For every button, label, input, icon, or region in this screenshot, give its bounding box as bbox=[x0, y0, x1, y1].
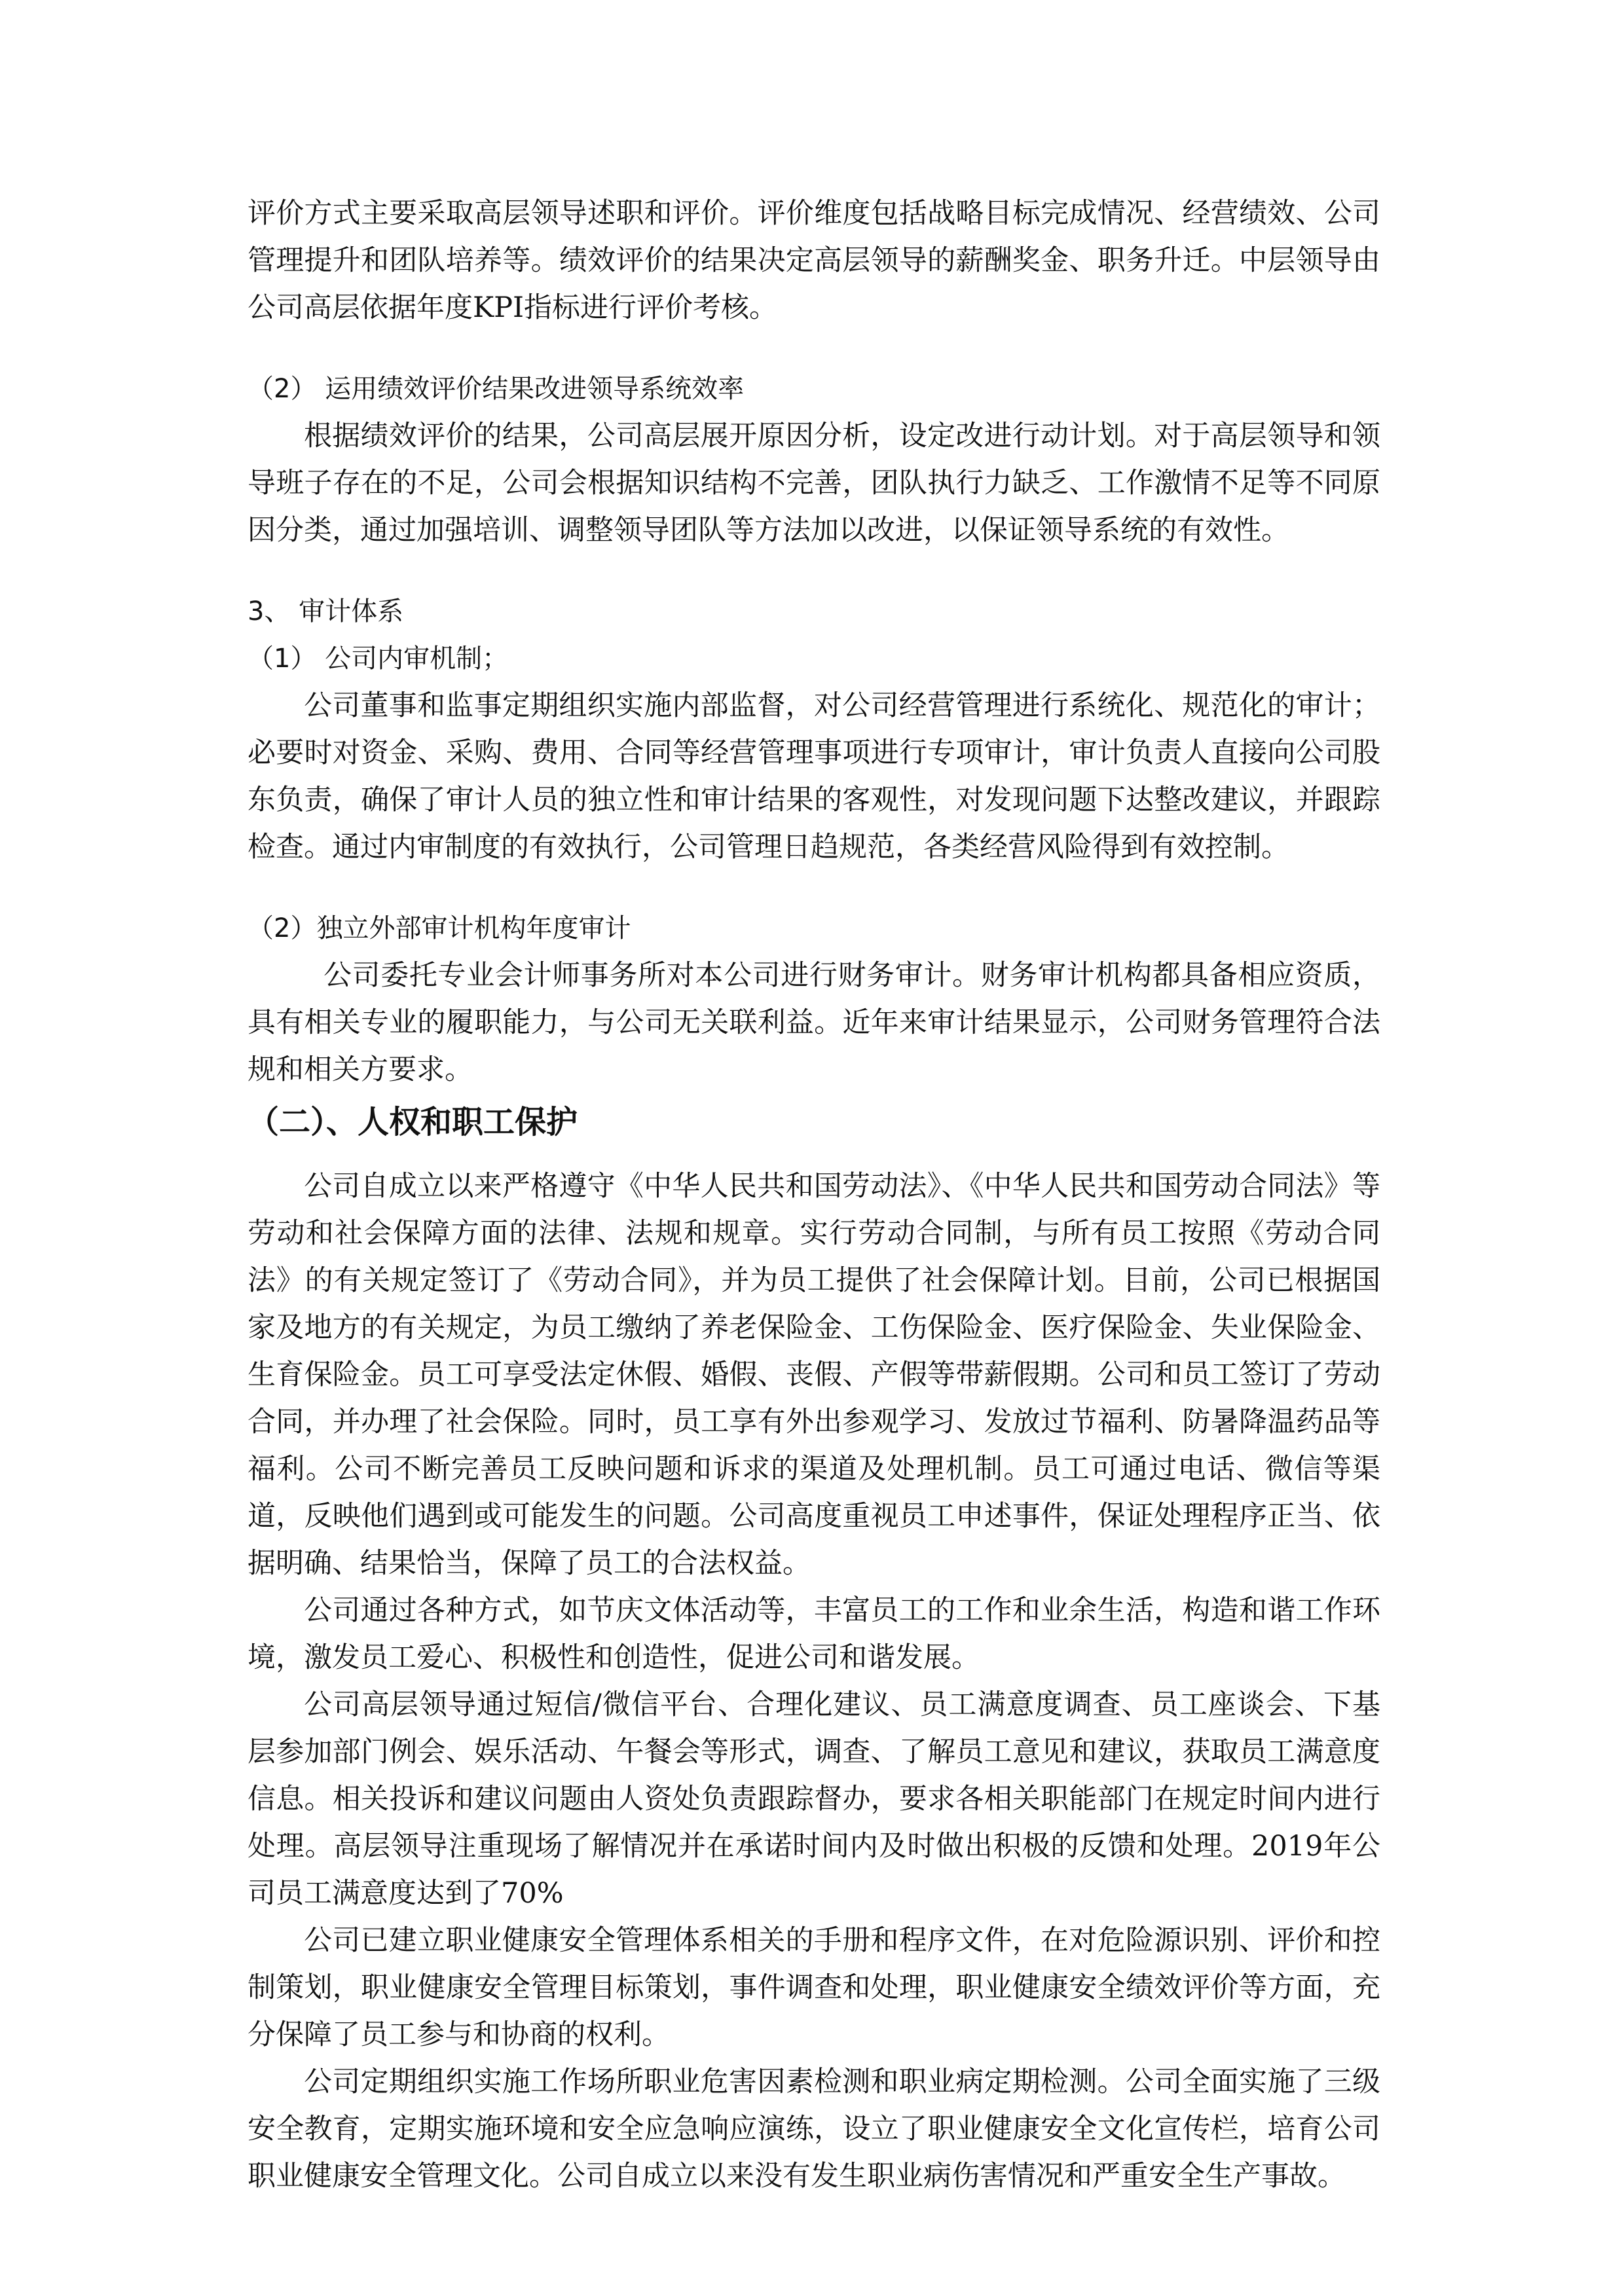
document-page bbox=[248, 190, 1380, 2200]
subheading-internal-audit: （1） 公司内审机制； bbox=[248, 644, 509, 674]
subheading-performance-improvement: （2） 运用绩效评价结果改进领导系统效率 bbox=[248, 374, 745, 404]
section-heading-human-rights: （二）、人权和职工保护 bbox=[248, 1104, 578, 1140]
paragraph-performance-improvement: 根据绩效评价的结果，公司高层展开原因分析，设定改进行动计划。对于高层领导和领导班子存在的不足，公司会根据知识结构不完善，团队执行力缺乏、工作激情不足等不同原因分类，通过加强培训、调整领导团队等方法加以改进，以保证领导系统的有效性。 bbox=[248, 420, 1380, 547]
subheading-audit-system: 3、 审计体系 bbox=[248, 596, 404, 627]
paragraph-employee-satisfaction: 公司高层领导通过短信/微信平台、合理化建议、员工满意度调查、员工座谈会、下基层参加部门例会、娱乐活动、午餐会等形式，调查、了解员工意见和建议，获取员工满意度信息。相关投诉和建议问题由人资处负责跟踪督办，要求各相关职能部门在规定时间内进行处理。高层领导注重现场了解情况并在承诺时间内及时做出积极的反馈和处理。2019年公司员工满意度达到了70% bbox=[248, 1688, 1380, 1910]
paragraph-activities: 公司通过各种方式，如节庆文体活动等，丰富员工的工作和业余生活，构造和谐工作环境，激发员工爱心、积极性和创造性，促进公司和谐发展。 bbox=[248, 1594, 1380, 1674]
spacer bbox=[248, 871, 1380, 905]
paragraph-external-audit: 公司委托专业会计师事务所对本公司进行财务审计。财务审计机构都具备相应资质，具有相关专业的履职能力，与公司无关联利益。近年来审计结果显示，公司财务管理符合法规和相关方要求。 bbox=[248, 959, 1380, 1086]
paragraph-occupational-hazard: 公司定期组织实施工作场所职业危害因素检测和职业病定期检测。公司全面实施了三级安全教育，定期实施环境和安全应急响应演练，设立了职业健康安全文化宣传栏，培育公司职业健康安全管理文化。公司自成立以来没有发生职业病伤害情况和严重安全生产事故。 bbox=[248, 2066, 1380, 2193]
spacer bbox=[248, 554, 1380, 588]
paragraph-labor-law: 公司自成立以来严格遵守《中华人民共和国劳动法》、《中华人民共和国劳动合同法》等劳动和社会保障方面的法律、法规和规章。实行劳动合同制，与所有员工按照《劳动合同法》的有关规定签订了《劳动合同》，并为员工提供了社会保障计划。目前，公司已根据国家及地方的有关规定，为员工缴纳了养老保险金、工伤保险金、医疗保险金、失业保险金、生育保险金。员工可享受法定休假、婚假、丧假、产假等带薪假期。公司和员工签订了劳动合同，并办理了社会保险。同时，员工享有外出参观学习、发放过节福利、防暑降温药品等福利。公司不断完善员工反映问题和诉求的渠道及处理机制。员工可通过电话、微信等渠道，反映他们遇到或可能发生的问题。公司高度重视员工申述事件，保证处理程序正当、依据明确、结果恰当，保障了员工的合法权益。 bbox=[248, 1170, 1380, 1580]
paragraph-internal-audit: 公司董事和监事定期组织实施内部监督，对公司经营管理进行系统化、规范化的审计；必要时对资金、采购、费用、合同等经营管理事项进行专项审计，审计负责人直接向公司股东负责，确保了审计人员的独立性和审计结果的客观性，对发现问题下达整改建议，并跟踪检查。通过内审制度的有效执行，公司管理日趋规范，各类经营风险得到有效控制。 bbox=[248, 689, 1380, 864]
paragraph-health-safety-system: 公司已建立职业健康安全管理体系相关的手册和程序文件，在对危险源识别、评价和控制策划，职业健康安全管理目标策划，事件调查和处理，职业健康安全绩效评价等方面，充分保障了员工参与和协商的权利。 bbox=[248, 1924, 1380, 2051]
paragraph-evaluation-method: 评价方式主要采取高层领导述职和评价。评价维度包括战略目标完成情况、经营绩效、公司管理提升和团队培养等。绩效评价的结果决定高层领导的薪酬奖金、职务升迁。中层领导由公司高层依据年度KPI指标进行评价考核。 bbox=[248, 197, 1380, 324]
spacer bbox=[248, 331, 1380, 365]
subheading-external-audit: （2）独立外部审计机构年度审计 bbox=[248, 913, 631, 943]
